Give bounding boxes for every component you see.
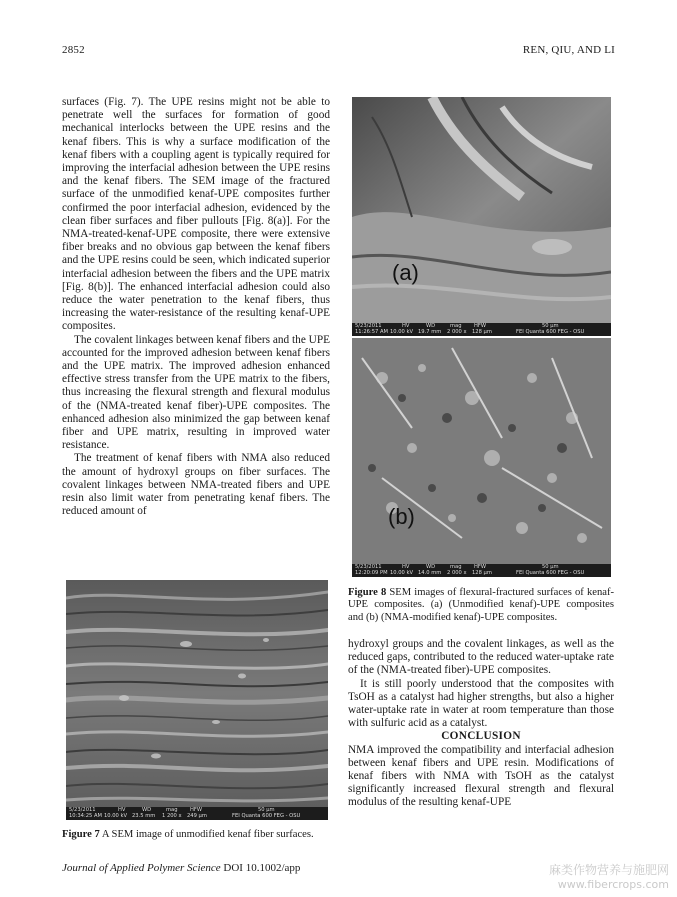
info-hv-value: 10.00 kV: [104, 813, 128, 819]
figure-8b-image: [352, 338, 611, 577]
fracture-surface-texture: [352, 338, 611, 564]
info-mag-label: mag: [450, 564, 462, 570]
info-hv-label: HV: [118, 807, 126, 813]
info-hv-label: HV: [402, 323, 410, 329]
panel-label-b: (b): [388, 504, 415, 529]
watermark-url: www.fibercrops.com: [557, 878, 669, 891]
sem-info-bar: [66, 807, 328, 820]
info-instrument: FEI Quanta 600 FEG - OSU: [232, 813, 301, 819]
info-wd-value: 19.7 mm: [418, 329, 442, 335]
info-instrument: FEI Quanta 600 FEG - OSU: [516, 570, 585, 576]
fracture-surface-texture: [352, 97, 611, 323]
figure-8-caption-text: SEM images of flexural-fractured surfaces of kenaf-UPE composites. (a) (Unmodified kenaf)-UPE composites and (b) (NMA-modified kenaf)-UPE composites.: [348, 587, 615, 623]
info-hfw-label: HFW: [474, 323, 487, 329]
info-hv-value: 10.00 kV: [390, 329, 414, 335]
journal-name: Journal of Applied Polymer Science: [62, 862, 221, 874]
info-date: 5/23/2011: [69, 807, 96, 813]
paragraph: surfaces (Fig. 7). The UPE resins might not be able to penetrate well the surfaces for formation of good mechanical interlocks between the UPE resins and the kenaf fibers. This is why a surface modification of the kenaf fibers with a coupling agent is typically required for improving the interfacial adhesion between the UPE resins and the kenaf fibers. The SEM image of the fractured surface of the unmodified kenaf-UPE composites further confirmed the poor interfacial adhesion, evidenced by the clean fiber surfaces and fiber pullouts [Fig. 8(a)]. For the NMA-treated-kenaf-UPE composite, there were extensive fiber breaks and no obvious gap between the kenaf fibers and the UPE resins could be seen, which indicated superior interfacial adhesion between the fibers and the UPE matrix [Fig. 8(b)]. The enhanced interfacial adhesion could also reduce the water penetration to the kenaf fibers, thus increasing the water-resistance of the resulting kenaf-UPE composites.: [62, 96, 330, 333]
figure-8-caption: [348, 587, 614, 624]
info-time: 12:20:09 PM: [355, 570, 388, 576]
info-date: 5/23/2011: [355, 323, 382, 329]
info-mag-label: mag: [450, 323, 462, 329]
info-wd-value: 14.0 mm: [418, 570, 442, 576]
info-instrument: FEI Quanta 600 FEG - OSU: [516, 329, 585, 335]
figure-7-image: [66, 580, 328, 820]
info-hfw-value: 128 μm: [472, 329, 492, 335]
info-hfw-label: HFW: [474, 564, 487, 570]
info-wd-label: WD: [426, 564, 436, 570]
figure-7-label: Figure 7: [62, 829, 100, 840]
info-hfw-value: 128 μm: [472, 570, 492, 576]
site-watermark: [549, 861, 669, 891]
info-time: 10:34:25 AM: [69, 813, 102, 819]
sem-info-bar: [352, 564, 611, 577]
panel-label-a: (a): [392, 260, 419, 285]
fiber-surface-texture: [66, 580, 328, 807]
figure-8a-image: [352, 97, 611, 336]
section-heading-conclusion: CONCLUSION: [441, 730, 521, 743]
paragraph: The treatment of kenaf fibers with NMA also reduced the amount of hydroxyl groups on fiber surfaces. The covalent linkages between NMA-treated fibers and UPE resin also limit water from penetrating kenaf fibers. The reduced amount of: [62, 452, 330, 518]
sem-info-bar: [352, 323, 611, 336]
paragraph: It is still poorly understood that the composites with TsOH as a catalyst had higher strengths, but also a higher water-uptake rate in water at room temperature than those with sulfuric acid as a catalyst.: [348, 677, 614, 730]
journal-footer: [62, 862, 300, 874]
watermark-title: 麻类作物营养与施肥网: [548, 863, 669, 877]
info-hv-label: HV: [402, 564, 410, 570]
info-mag-value: 2 000 x: [447, 570, 467, 576]
right-column: [348, 638, 614, 810]
info-wd-label: WD: [426, 323, 436, 329]
scale-bar-label: 50 μm: [542, 323, 559, 329]
info-wd-label: WD: [142, 807, 152, 813]
figure-7-caption-text: A SEM image of unmodified kenaf fiber surfaces.: [101, 829, 314, 840]
scale-bar-label: 50 μm: [258, 807, 275, 813]
info-hv-value: 10.00 kV: [390, 570, 414, 576]
info-time: 11:26:57 AM: [355, 329, 388, 335]
info-mag-value: 2 000 x: [447, 329, 467, 335]
info-hfw-label: HFW: [190, 807, 203, 813]
info-wd-value: 23.5 mm: [132, 813, 156, 819]
figure-8-label: Figure 8: [348, 587, 387, 598]
paragraph: NMA improved the compatibility and interfacial adhesion between kenaf fibers and UPE resin. Modifications of kenaf fibers with NMA with TsOH as the catalyst significantly increased flexural strength and flexural modulus of the resulting kenaf-UPE: [348, 743, 614, 809]
scale-bar-label: 50 μm: [542, 564, 559, 570]
paragraph: hydroxyl groups and the covalent linkages, as well as the reduced gaps, contributed to the reduced water-uptake rate of the (NMA-treated fiber)-UPE composites.: [348, 638, 614, 677]
info-date: 5/23/2011: [355, 564, 382, 570]
info-mag-value: 1 200 x: [162, 813, 182, 819]
info-mag-label: mag: [166, 807, 178, 813]
info-hfw-value: 249 μm: [187, 813, 207, 819]
doi: DOI 10.1002/app: [223, 862, 301, 874]
figure-7-caption: [62, 829, 328, 841]
running-authors: REN, QIU, AND LI: [522, 44, 615, 56]
paragraph: The covalent linkages between kenaf fibers and the UPE accounted for the improved adhesion between kenaf fibers and the UPE matrix. The improved adhesion enhanced effective stress transfer from the UPE matrix to the fibers, thus increasing the flexural strength and flexural modulus of the (NMA-treated kenaf fiber)-UPE composites. The enhanced adhesion also minimized the gap between kenaf fiber and UPE matrix, resulting in improved water resistance.: [62, 333, 330, 452]
left-column: [62, 96, 330, 519]
page-number: 2852: [62, 44, 85, 56]
